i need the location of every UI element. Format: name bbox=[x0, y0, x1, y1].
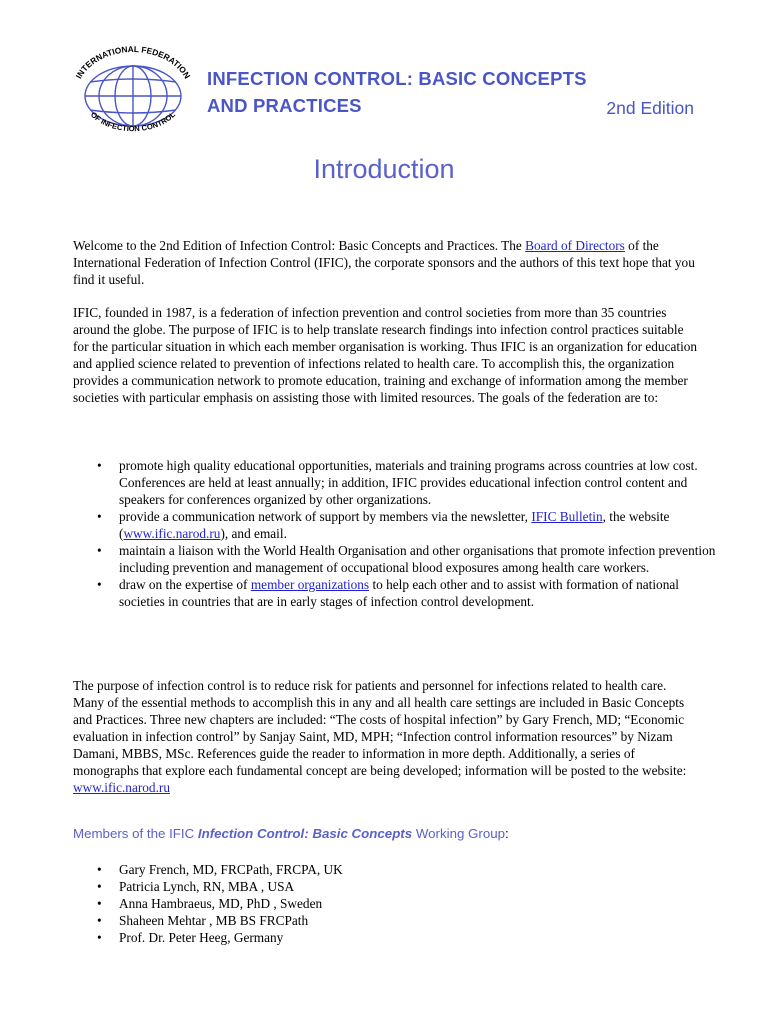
working-group-text-end: Working Group bbox=[412, 826, 506, 841]
document-title-line1: INFECTION CONTROL: BASIC CONCEPTS bbox=[207, 68, 587, 89]
goal-network-text-middle: , the website ( bbox=[119, 509, 670, 541]
ific-logo bbox=[68, 44, 198, 142]
edition-label: 2nd Edition bbox=[606, 98, 694, 118]
list-item: • Anna Hambraeus, MD, PhD , Sweden bbox=[119, 895, 719, 912]
member-organizations-link[interactable]: member organizations bbox=[250, 577, 370, 592]
working-group-emphasis: Infection Control: Basic Concepts bbox=[197, 826, 413, 841]
members-list bbox=[73, 861, 719, 946]
website-link[interactable]: www.ific.narod.ru bbox=[123, 526, 221, 541]
welcome-text-end: of the International Federation of Infection Control (IFIC), the corporate sponsors and the authors of this text hope that you find it useful. bbox=[73, 238, 695, 287]
goal-expertise-text: draw on the expertise of bbox=[119, 577, 251, 592]
working-group-text-start: Members of the IFIC bbox=[73, 826, 198, 841]
page-heading: Introduction bbox=[313, 154, 455, 184]
goal-education-text: promote high quality educational opportunities, materials and training programs across countries at low cost. Conferences are held at least annually; in addition, IFIC provides educational infection control content and speakers for conferences organized by other organizations. bbox=[119, 458, 698, 507]
list-item bbox=[119, 457, 719, 508]
ific-bulletin-link[interactable]: IFIC Bulletin bbox=[531, 509, 603, 524]
logo-text-top: INTERNATIONAL FEDERATION bbox=[73, 44, 193, 81]
goals-list bbox=[73, 457, 719, 610]
working-group-colon: : bbox=[505, 826, 509, 841]
list-item bbox=[119, 508, 719, 542]
globe-icon bbox=[68, 44, 198, 142]
goal-liaison-text: maintain a liaison with the World Health Organisation and other organisations that promote infection prevention including prevention and management of occupational blood exposures among health care workers. bbox=[119, 543, 716, 575]
list-item: • Gary French, MD, FRCPath, FRCPA, UK bbox=[119, 861, 719, 878]
welcome-paragraph bbox=[73, 237, 698, 288]
logo-text-bottom: OF INFECTION CONTROL bbox=[88, 110, 178, 134]
purpose-paragraph bbox=[73, 677, 698, 796]
list-item: • Shaheen Mehtar , MB BS FRCPath bbox=[119, 912, 719, 929]
working-group-heading bbox=[73, 826, 509, 841]
goal-network-text-end: ), and email. bbox=[220, 526, 287, 541]
list-item: • Patricia Lynch, RN, MBA , USA bbox=[119, 878, 719, 895]
welcome-text-start: Welcome to the 2nd Edition of Infection Control: Basic Concepts and Practices. The bbox=[73, 238, 526, 253]
goal-expertise-text-end: to help each other and to assist with formation of national societies in countries that are in early stages of infection control development. bbox=[119, 577, 679, 609]
list-item bbox=[119, 576, 719, 610]
board-of-directors-link[interactable]: Board of Directors bbox=[525, 238, 625, 253]
goal-network-text: provide a communication network of support by members via the newsletter, bbox=[119, 509, 532, 524]
website-link-footer[interactable]: www.ific.narod.ru bbox=[73, 780, 170, 795]
list-item bbox=[119, 542, 719, 576]
list-item: • Prof. Dr. Peter Heeg, Germany bbox=[119, 929, 719, 946]
ific-description-paragraph: IFIC, founded in 1987, is a federation of infection prevention and control societies from more than 35 countries around the globe. The purpose of IFIC is to help translate research findings into infection control practices suitable for the particular situation in which each member organisation is working. Thus IFIC is an organization for education and applied science related to prevention of infections related to health care. To accomplish this, the organization provides a communication network to promote education, training and exchange of information among the member societies with particular emphasis on assisting those with limited resources. The goals of the federation are to: bbox=[73, 305, 698, 405]
document-title-line2: AND PRACTICES bbox=[207, 95, 362, 116]
purpose-text: The purpose of infection control is to reduce risk for patients and personnel for infections related to health care. Many of the essential methods to accomplish this in any and all health care settings are included in Basic Concepts and Practices. Three new chapters are included: “The costs of hospital infection” by Gary French, MD; “Economic evaluation in infection control” by Sanjay Saint, MD, MPH; “Infection control information resources” by Nizam Damani, MBBS, MSc. References guide the reader to information in more depth. Additionally, a series of monographs that explore each fundamental concept are being developed; information will be posted to the website: bbox=[73, 678, 687, 778]
